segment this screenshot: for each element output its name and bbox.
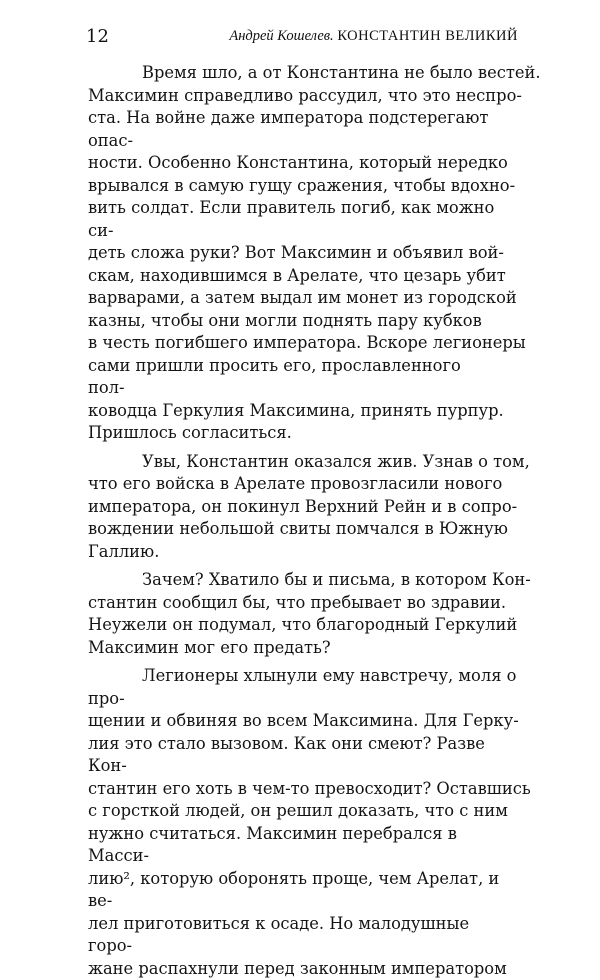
text-line: жане распахнули перед законным императором xyxy=(88,958,520,980)
text-line: в честь погибшего императора. Вскоре легионеры xyxy=(88,332,520,355)
text-line: Легионеры хлынули ему навстречу, моля о xyxy=(88,665,520,688)
text-line: сами пришли просить его, прославленного xyxy=(88,355,520,378)
text-line: варварами, а затем выдал им монет из городской xyxy=(88,287,520,310)
text-line: си- xyxy=(88,220,520,243)
text-line: Максимин справедливо рассудил, что это неспро- xyxy=(88,85,520,108)
text-line: лию², которую оборонять проще, чем Арелат, и xyxy=(88,868,520,891)
text-line: Максимин мог его предать? xyxy=(88,637,520,660)
author-name: Андрей Кошелев. xyxy=(229,28,333,44)
text-line: Пришлось согласиться. xyxy=(88,422,520,445)
running-head xyxy=(229,28,518,45)
text-line: ве- xyxy=(88,890,520,913)
paragraph xyxy=(88,451,520,564)
text-line: Масси- xyxy=(88,845,520,868)
page-header xyxy=(86,26,518,50)
text-line: пол- xyxy=(88,377,520,400)
text-line: Увы, Константин оказался жив. Узнав о том, xyxy=(88,451,520,474)
text-line: щении и обвиняя во всем Максимина. Для Герку- xyxy=(88,710,520,733)
text-line: лия это стало вызовом. Как они смеют? Разве xyxy=(88,733,520,756)
text-line: опас- xyxy=(88,130,520,153)
text-line: Неужели он подумал, что благородный Геркулий xyxy=(88,614,520,637)
text-line: нужно считаться. Максимин перебрался в xyxy=(88,823,520,846)
text-line: стантин его хоть в чем-то превосходит? Оставшись xyxy=(88,778,520,801)
text-line: ста. На войне даже императора подстерегают xyxy=(88,107,520,130)
paragraph xyxy=(88,569,520,659)
book-title: КОНСТАНТИН ВЕЛИКИЙ xyxy=(337,28,518,44)
text-line: скам, находившимся в Арелате, что цезарь убит xyxy=(88,265,520,288)
paragraph xyxy=(88,665,520,980)
text-line: ности. Особенно Константина, который нередко xyxy=(88,152,520,175)
body-text xyxy=(88,62,520,980)
text-line: ководца Геркулия Максимина, принять пурпур. xyxy=(88,400,520,423)
text-line: деть сложа руки? Вот Максимин и объявил вой- xyxy=(88,242,520,265)
text-line: императора, он покинул Верхний Рейн и в сопро- xyxy=(88,496,520,519)
text-line: Галлию. xyxy=(88,541,520,564)
text-line: стантин сообщил бы, что пребывает во здравии. xyxy=(88,592,520,615)
text-line: Кон- xyxy=(88,755,520,778)
page-number: 12 xyxy=(86,26,109,47)
text-line: лел приготовиться к осаде. Но малодушные xyxy=(88,913,520,936)
text-line: вить солдат. Если правитель погиб, как можно xyxy=(88,197,520,220)
text-line: горо- xyxy=(88,935,520,958)
text-line: что его войска в Арелате провозгласили нового xyxy=(88,473,520,496)
text-line: Время шло, а от Константина не было вестей. xyxy=(88,62,520,85)
text-line: с горсткой людей, он решил доказать, что с ним xyxy=(88,800,520,823)
text-line: врывался в самую гущу сражения, чтобы вдохно- xyxy=(88,175,520,198)
paragraph xyxy=(88,62,520,445)
text-line: про- xyxy=(88,688,520,711)
text-line: казны, чтобы они могли поднять пару кубков xyxy=(88,310,520,333)
text-line: Зачем? Хватило бы и письма, в котором Кон- xyxy=(88,569,520,592)
text-line: вождении небольшой свиты помчался в Южную xyxy=(88,518,520,541)
